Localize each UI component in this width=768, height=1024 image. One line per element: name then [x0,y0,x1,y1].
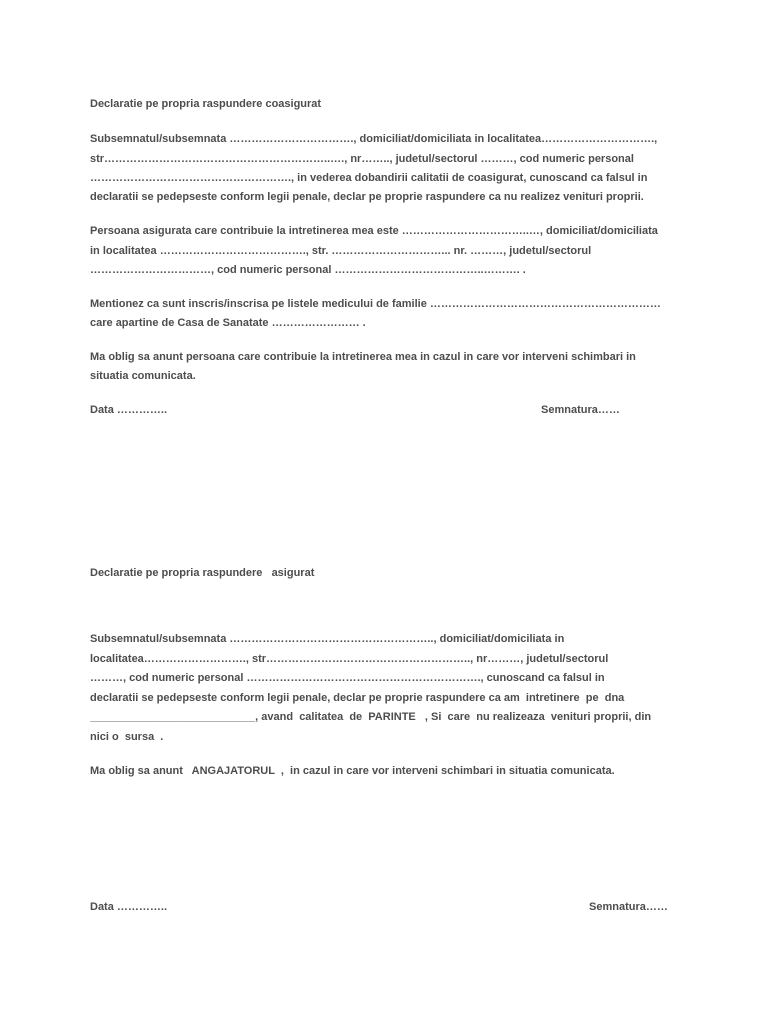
doc2-date-label: Data ………….. [90,901,168,913]
doc1-p2-line1: Persoana asigurata care contribuie la intretinerea mea este ……………………………..…, domiciliat/domiciliata [90,225,658,237]
doc2-p1-line2: localitatea………………………., str……………………………………………….., nr………, judetul/sectorul [90,653,609,665]
doc2-title: Declaratie pe propria raspundere asigurat [90,567,315,579]
doc2-p2-line1: Ma oblig sa anunt ANGAJATORUL , in cazul in care vor interveni schimbari in situatia comunicata. [90,765,615,777]
doc1-p2-line3: ……………………………, cod numeric personal …………………………………..………. . [90,264,526,276]
doc1-p4-line2: situatia comunicata. [90,370,196,382]
doc1-p1-line2: str……………………………………………………..…., nr…….., judetul/sectorul ………, cod numeric personal [90,153,634,165]
doc2-p1-line3: ………, cod numeric personal ………………………………………………………., cunoscand ca falsul in [90,672,605,684]
doc1-p1-line1: Subsemnatul/subsemnata ……………………………., domiciliat/domiciliata in localitatea…………………………., [90,133,658,145]
doc1-date-label: Data ………….. [90,404,168,416]
doc1-p1-line3: ………………………………………………., in vederea dobandirii calitatii de coasigurat, cunoscand ca falsul in [90,172,648,184]
doc2-signature-label: Semnatura…… [589,901,668,913]
doc1-p3-line1: Mentionez ca sunt inscris/inscrisa pe listele medicului de familie ……………………………………………………… [90,298,661,310]
doc1-signature-label: Semnatura…… [541,404,620,416]
doc1-p4-line1: Ma oblig sa anunt persoana care contribuie la intretinerea mea in cazul in care vor interveni schimbari in [90,351,636,363]
doc1-p1-line4: declaratii se pedepseste conform legii penale, declar pe proprie raspundere ca nu realizez venituri proprii. [90,191,644,203]
doc2-p1-line5: ___________________________, avand calitatea de PARINTE , Si care nu realizeaza venituri proprii, din [90,711,652,723]
doc2-p1-line6: nici o sursa . [90,731,164,743]
doc1-p2-line2: in localitatea …………………………………., str. …………………………... nr. ………, judetul/sectorul [90,245,592,257]
doc1-p3-line2: care apartine de Casa de Sanatate …………………… . [90,317,366,329]
doc2-p1-line4: declaratii se pedepseste conform legii penale, declar pe proprie raspundere ca am intretinere pe dna [90,692,625,704]
doc2-p1-line1: Subsemnatul/subsemnata ……………………………………………….., domiciliat/domiciliata in [90,633,565,645]
doc1-title: Declaratie pe propria raspundere coasigurat [90,98,322,110]
